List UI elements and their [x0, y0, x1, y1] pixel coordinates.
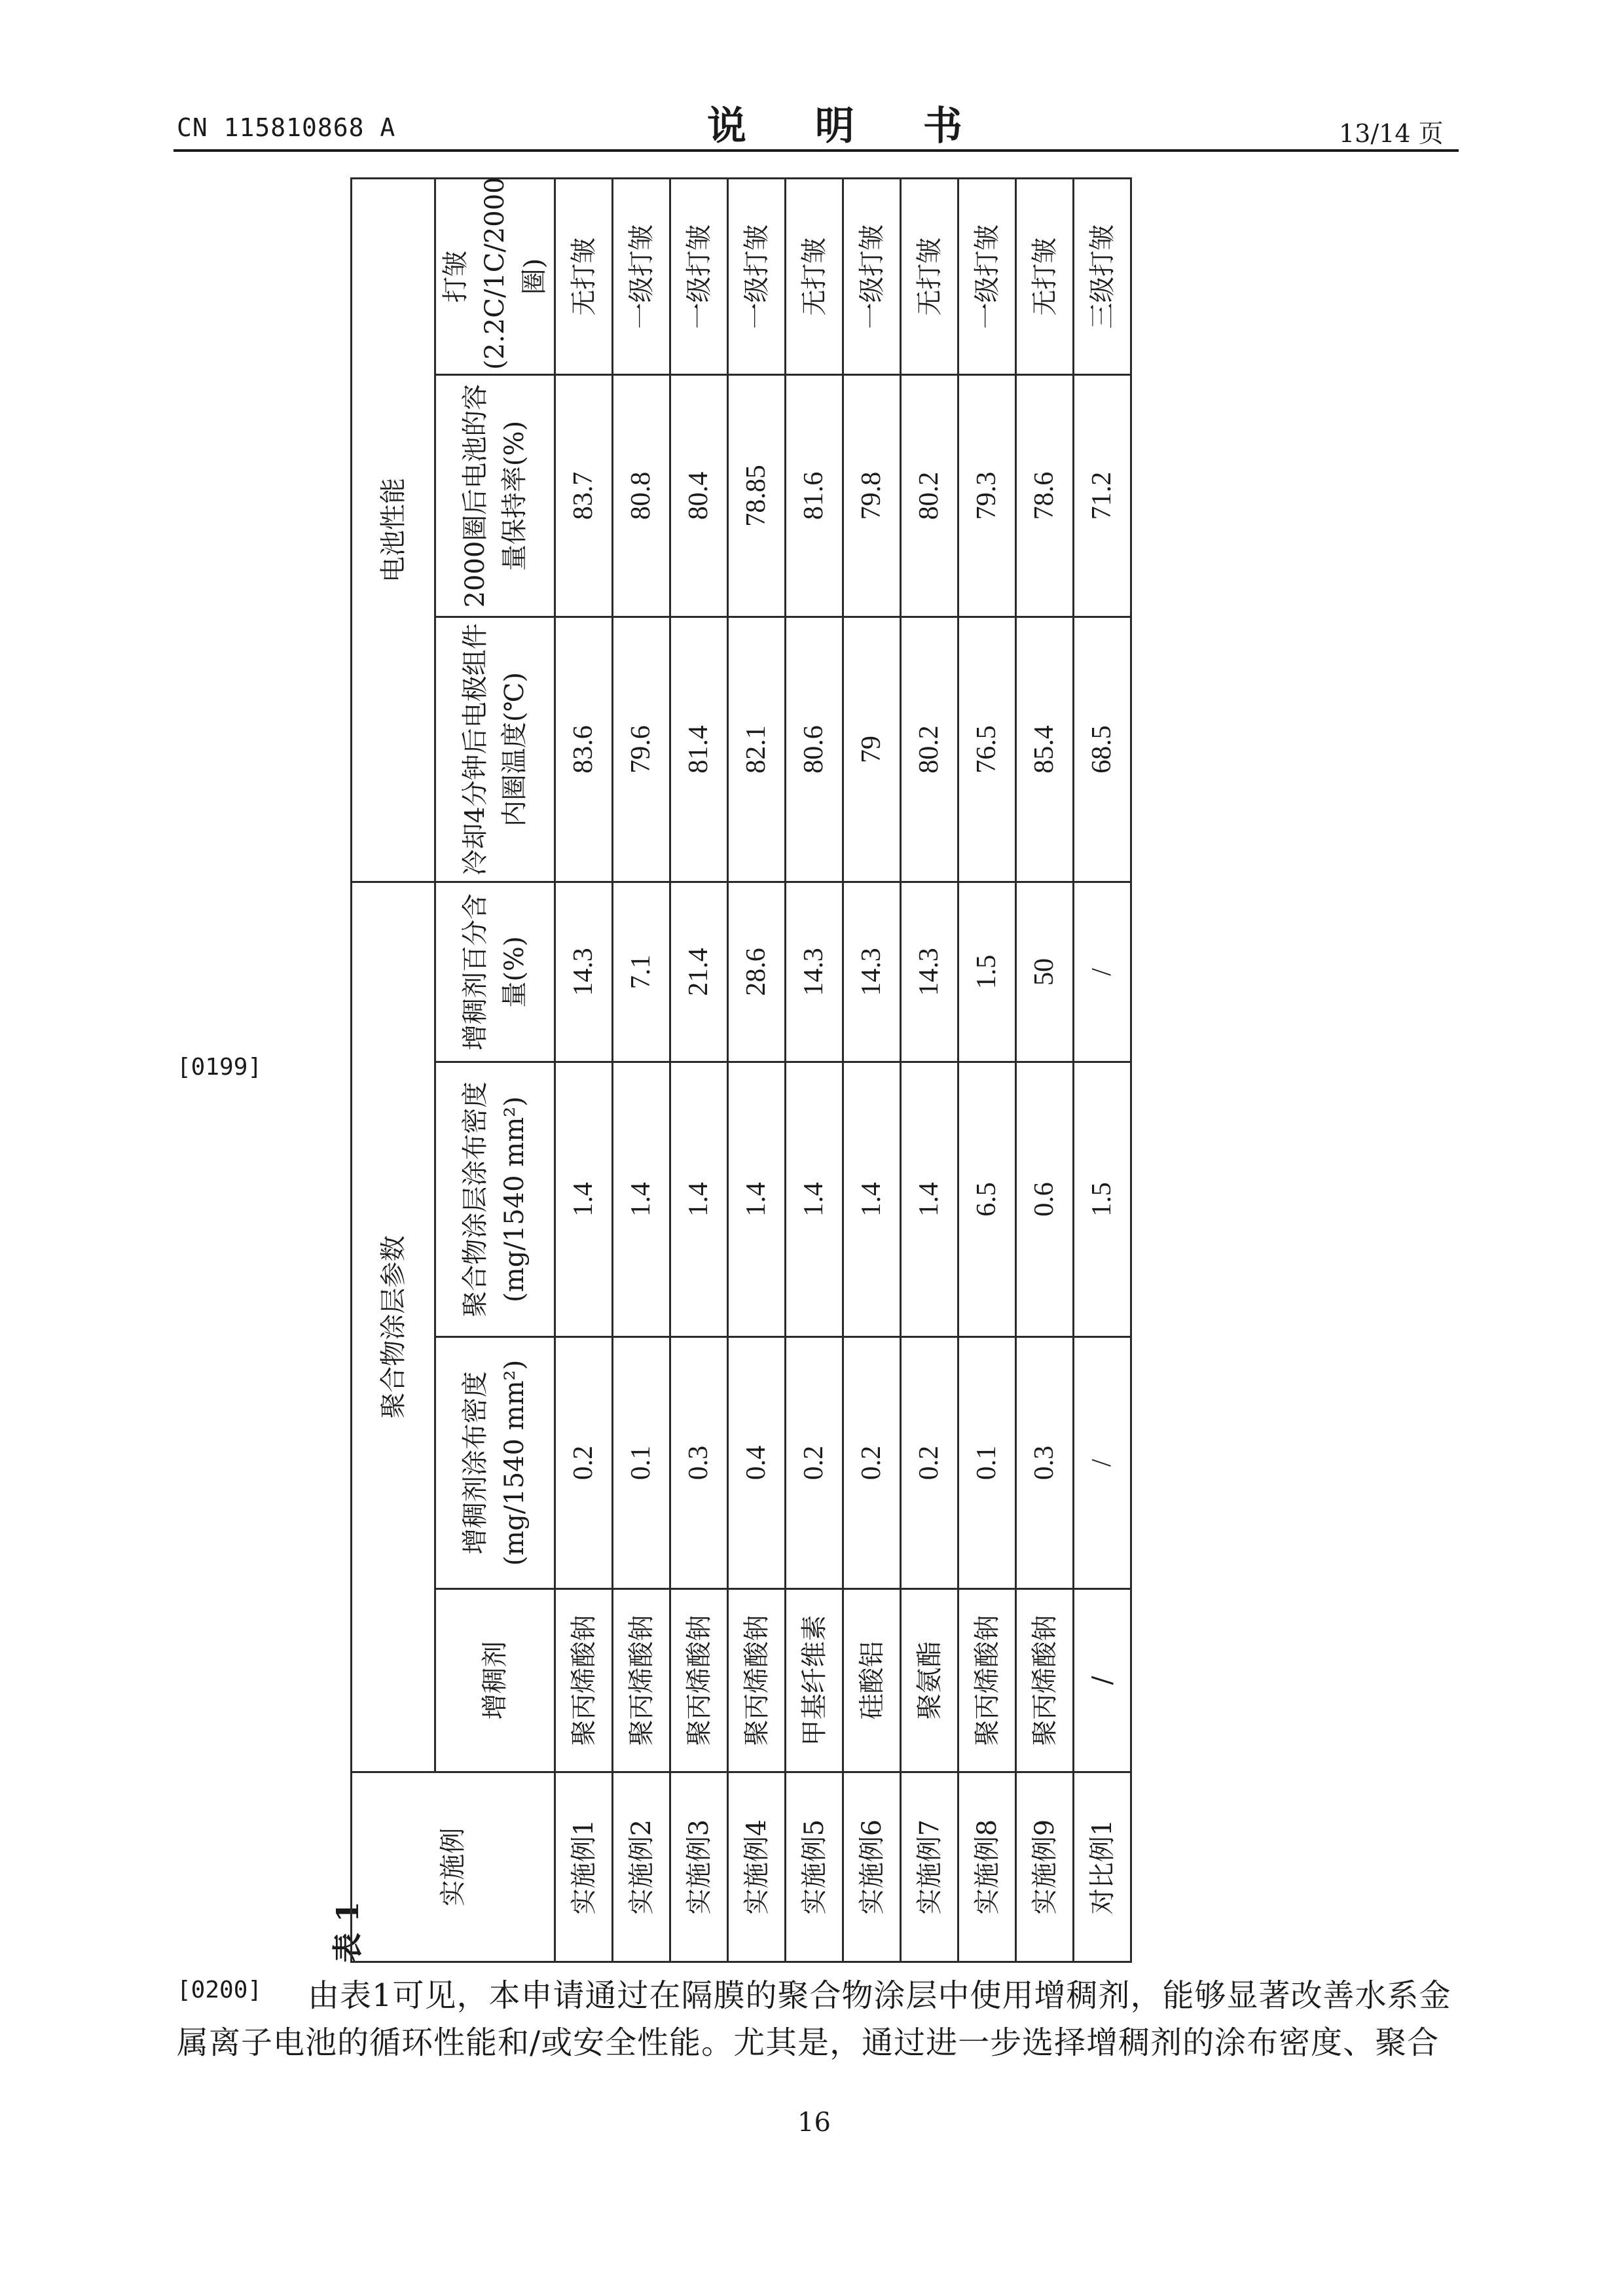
cell-example: 实施例5	[786, 1772, 843, 1962]
paragraph-number-0200: [0200]	[177, 1977, 263, 2003]
cell-thickener-density: 0.2	[786, 1337, 843, 1589]
header-temperature: 冷却4分钟后电极组件内圈温度(℃)	[435, 617, 555, 882]
cell-thickener: 聚丙烯酸钠	[555, 1589, 613, 1772]
cell-capacity: 80.2	[901, 375, 958, 617]
cell-thickener: 聚丙烯酸钠	[728, 1589, 786, 1772]
cell-example: 实施例1	[555, 1772, 613, 1962]
cell-thickener: /	[1074, 1589, 1131, 1772]
cell-capacity: 80.4	[670, 375, 728, 617]
cell-thickener-density: 0.2	[555, 1337, 613, 1589]
cell-temperature: 79.6	[613, 617, 670, 882]
cell-thickener-density: 0.4	[728, 1337, 786, 1589]
cell-thickener-density: /	[1074, 1337, 1131, 1589]
cell-example: 实施例2	[613, 1772, 670, 1962]
table-row	[1074, 178, 1131, 1962]
table-row	[786, 178, 843, 1962]
cell-wrinkle: 无打皱	[786, 178, 843, 374]
cell-thickener-density: 0.1	[613, 1337, 670, 1589]
table-row	[958, 178, 1016, 1962]
header-thickener-percent: 增稠剂百分含量(%)	[435, 882, 555, 1062]
header-thickener-density: 增稠剂涂布密度(mg/1540 mm²)	[435, 1337, 555, 1589]
cell-temperature: 81.4	[670, 617, 728, 882]
cell-coating-density: 1.4	[843, 1062, 901, 1337]
cell-example: 实施例8	[958, 1772, 1016, 1962]
table-row	[670, 178, 728, 1962]
cell-wrinkle: 无打皱	[1016, 178, 1074, 374]
cell-coating-density: 6.5	[958, 1062, 1016, 1337]
document-title: 说 明 书	[707, 103, 990, 149]
cell-capacity: 81.6	[786, 375, 843, 617]
cell-capacity: 79.3	[958, 375, 1016, 617]
table-row	[1016, 178, 1074, 1962]
cell-temperature: 79	[843, 617, 901, 882]
cell-temperature: 83.6	[555, 617, 613, 882]
cell-coating-density: 1.4	[728, 1062, 786, 1337]
cell-coating-density: 1.4	[901, 1062, 958, 1337]
cell-example: 实施例4	[728, 1772, 786, 1962]
cell-wrinkle: 三级打皱	[1074, 178, 1131, 374]
cell-example: 实施例7	[901, 1772, 958, 1962]
cell-thickener-percent: 7.1	[613, 882, 670, 1062]
cell-thickener: 聚丙烯酸钠	[670, 1589, 728, 1772]
cell-wrinkle: 一级打皱	[958, 178, 1016, 374]
table-row	[555, 178, 613, 1962]
cell-example: 对比例1	[1074, 1772, 1131, 1962]
cell-thickener-density: 0.2	[901, 1337, 958, 1589]
paragraph-number-0199: [0199]	[177, 1054, 263, 1081]
cell-thickener-percent: 1.5	[958, 882, 1016, 1062]
header-rule	[173, 149, 1459, 152]
cell-temperature: 80.6	[786, 617, 843, 882]
cell-temperature: 85.4	[1016, 617, 1074, 882]
cell-temperature: 82.1	[728, 617, 786, 882]
cell-thickener-density: 0.3	[1016, 1337, 1074, 1589]
table-row	[728, 178, 786, 1962]
cell-thickener-density: 0.2	[843, 1337, 901, 1589]
data-table	[350, 177, 1132, 1963]
page-number: 16	[797, 2108, 831, 2138]
cell-example: 实施例9	[1016, 1772, 1074, 1962]
cell-thickener: 聚丙烯酸钠	[958, 1589, 1016, 1772]
cell-thickener-percent: 14.3	[901, 882, 958, 1062]
cell-temperature: 76.5	[958, 617, 1016, 882]
cell-thickener-percent: 14.3	[555, 882, 613, 1062]
cell-capacity: 83.7	[555, 375, 613, 617]
header-coating-density: 聚合物涂层涂布密度(mg/1540 mm²)	[435, 1062, 555, 1337]
cell-thickener: 硅酸铝	[843, 1589, 901, 1772]
table-row	[901, 178, 958, 1962]
cell-coating-density: 1.4	[613, 1062, 670, 1337]
cell-thickener: 聚丙烯酸钠	[1016, 1589, 1074, 1772]
header-group-coating: 聚合物涂层参数	[352, 882, 435, 1772]
table-row	[613, 178, 670, 1962]
cell-coating-density: 1.4	[670, 1062, 728, 1337]
cell-thickener: 聚氨酯	[901, 1589, 958, 1772]
cell-wrinkle: 无打皱	[555, 178, 613, 374]
table-row	[843, 178, 901, 1962]
cell-capacity: 79.8	[843, 375, 901, 617]
cell-thickener-percent: /	[1074, 882, 1131, 1062]
header-group-battery: 电池性能	[352, 178, 435, 882]
cell-coating-density: 1.4	[555, 1062, 613, 1337]
header-capacity: 2000圈后电池的容量保持率(%)	[435, 375, 555, 617]
cell-thickener-percent: 14.3	[843, 882, 901, 1062]
header-example: 实施例	[352, 1772, 555, 1962]
cell-thickener-percent: 14.3	[786, 882, 843, 1062]
cell-capacity: 71.2	[1074, 375, 1131, 617]
cell-capacity: 78.6	[1016, 375, 1074, 617]
paragraph-text-line: 属离子电池的循环性能和/或安全性能。尤其是，通过进一步选择增稠剂的涂布密度、聚合	[177, 2024, 1440, 2061]
cell-capacity: 78.85	[728, 375, 786, 617]
cell-thickener-percent: 28.6	[728, 882, 786, 1062]
table-1	[330, 177, 1126, 1963]
cell-coating-density: 1.4	[786, 1062, 843, 1337]
cell-wrinkle: 一级打皱	[728, 178, 786, 374]
cell-example: 实施例3	[670, 1772, 728, 1962]
cell-coating-density: 0.6	[1016, 1062, 1074, 1337]
header-thickener: 增稠剂	[435, 1589, 555, 1772]
header-wrinkle: 打皱(2.2C/1C/2000圈)	[435, 178, 555, 374]
page-indicator: 13/14 页	[1339, 119, 1444, 148]
cell-coating-density: 1.5	[1074, 1062, 1131, 1337]
cell-wrinkle: 一级打皱	[843, 178, 901, 374]
paragraph-text-line: 由表1可见，本申请通过在隔膜的聚合物涂层中使用增稠剂，能够显著改善水系金	[308, 1977, 1451, 2014]
cell-wrinkle: 一级打皱	[670, 178, 728, 374]
cell-capacity: 80.8	[613, 375, 670, 617]
cell-wrinkle: 一级打皱	[613, 178, 670, 374]
cell-thickener-percent: 50	[1016, 882, 1074, 1062]
cell-thickener: 甲基纤维素	[786, 1589, 843, 1772]
cell-thickener-percent: 21.4	[670, 882, 728, 1062]
document-number: CN 115810868 A	[177, 113, 396, 142]
table-caption: 表 1	[330, 1901, 365, 1963]
cell-example: 实施例6	[843, 1772, 901, 1962]
cell-thickener: 聚丙烯酸钠	[613, 1589, 670, 1772]
cell-temperature: 80.2	[901, 617, 958, 882]
cell-thickener-density: 0.1	[958, 1337, 1016, 1589]
cell-wrinkle: 无打皱	[901, 178, 958, 374]
cell-thickener-density: 0.3	[670, 1337, 728, 1589]
cell-temperature: 68.5	[1074, 617, 1131, 882]
